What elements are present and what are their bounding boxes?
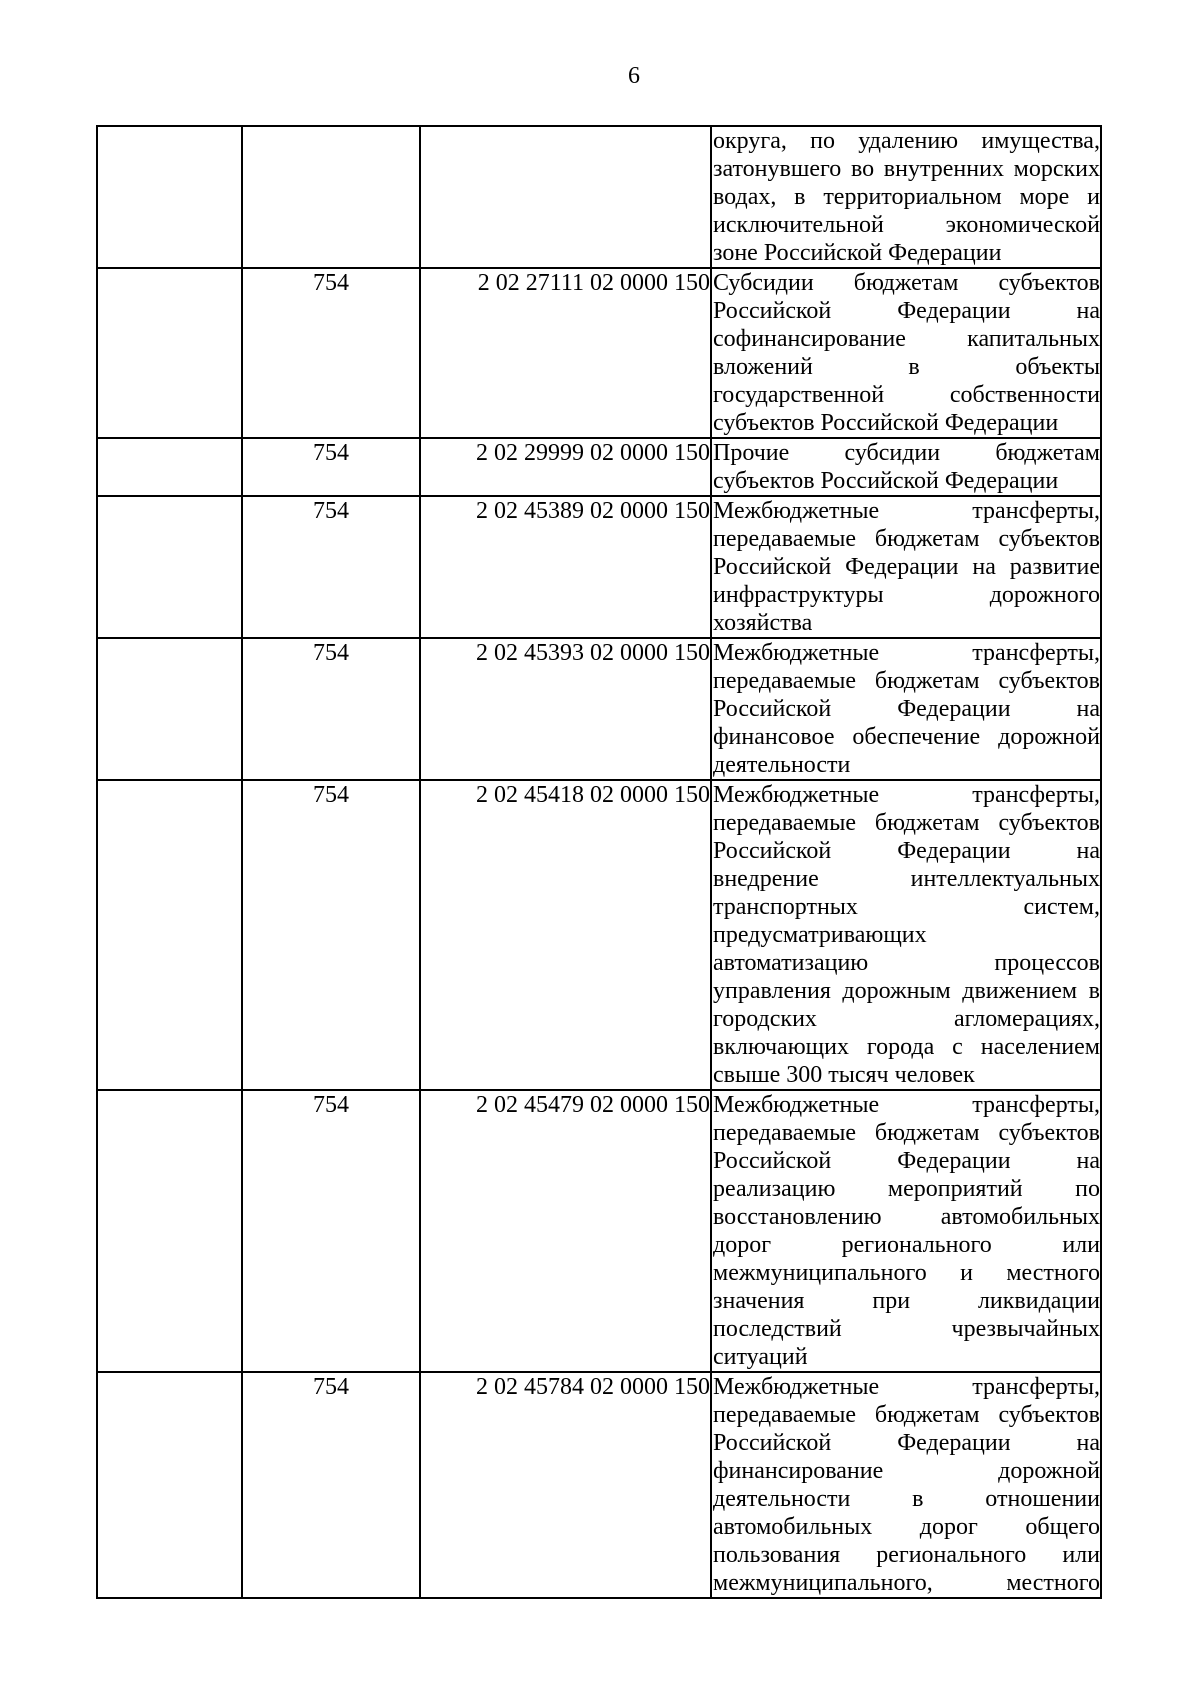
description-word: деятельности: [713, 1486, 851, 1512]
description-word: на: [1076, 696, 1100, 722]
description-line: [712, 325, 1100, 353]
description-word: на: [1076, 838, 1100, 864]
admin-code-cell: 754: [242, 780, 420, 1090]
description-line: [712, 1315, 1100, 1343]
description-word: общего: [1025, 1514, 1100, 1540]
empty-cell: [97, 438, 242, 496]
description-line: [712, 949, 1100, 977]
empty-cell: [97, 126, 242, 268]
description-word: управления: [713, 978, 831, 1004]
description-word: вложений: [713, 354, 813, 380]
description-line: [712, 921, 1100, 949]
description-word: деятельности: [713, 752, 851, 778]
description-word: Межбюджетные: [713, 640, 880, 666]
empty-cell: [97, 1090, 242, 1372]
description-word: автоматизацию: [713, 950, 869, 976]
description-word: или: [1062, 1542, 1100, 1568]
description-word: капитальных: [967, 326, 1100, 352]
admin-code-cell: 754: [242, 496, 420, 638]
description-line: [712, 977, 1100, 1005]
table-row: [97, 268, 1101, 438]
description-word: имущества,: [981, 128, 1100, 154]
description-word: субъектов Российской Федерации: [713, 410, 1059, 436]
description-line: [712, 525, 1100, 553]
description-line: [712, 297, 1100, 325]
description-line: [712, 1569, 1100, 1597]
description-word: отношении: [985, 1486, 1100, 1512]
description-word: межмуниципального,: [713, 1570, 933, 1596]
description-word: в: [794, 184, 806, 210]
budget-code-cell: 2 02 45393 02 0000 150: [420, 638, 711, 780]
description-word: бюджетам: [995, 440, 1100, 466]
description-line: [712, 1175, 1100, 1203]
description-word: экономической: [945, 212, 1100, 238]
description-word: трансферты,: [972, 1374, 1100, 1400]
description-line: [712, 211, 1100, 239]
description-word: интеллектуальных: [910, 866, 1100, 892]
table-row: [97, 496, 1101, 638]
description-word: трансферты,: [972, 782, 1100, 808]
description-cell: [711, 638, 1101, 780]
description-cell: [711, 268, 1101, 438]
description-word: передаваемые: [713, 1120, 856, 1146]
description-line: [712, 353, 1100, 381]
description-cell: [711, 1090, 1101, 1372]
description-word: дорог: [919, 1514, 978, 1540]
description-word: включающих: [713, 1034, 849, 1060]
description-word: водах,: [713, 184, 777, 210]
budget-code-cell: 2 02 29999 02 0000 150: [420, 438, 711, 496]
description-word: местного: [1006, 1260, 1100, 1286]
description-word: регионального: [876, 1542, 1027, 1568]
description-word: транспортных: [713, 894, 858, 920]
description-word: бюджетам: [874, 810, 980, 836]
description-word: Межбюджетные: [713, 782, 880, 808]
description-word: местного: [1006, 1570, 1100, 1596]
description-word: предусматривающих: [713, 922, 927, 948]
description-word: населением: [980, 1034, 1100, 1060]
description-word: округа,: [713, 128, 787, 154]
description-line: [712, 269, 1100, 297]
description-word: на: [1076, 298, 1100, 324]
description-word: с: [952, 1034, 963, 1060]
description-word: зоне Российской Федерации: [713, 240, 1002, 266]
description-word: морских: [1013, 156, 1100, 182]
description-word: дорожной: [998, 724, 1100, 750]
description-word: ситуаций: [713, 1344, 808, 1370]
description-line: [712, 609, 1100, 637]
description-word: софинансирование: [713, 326, 906, 352]
description-line: [712, 1231, 1100, 1259]
table-row: [97, 780, 1101, 1090]
description-word: бюджетам: [874, 1120, 980, 1146]
description-word: значения: [713, 1288, 805, 1314]
description-word: по: [810, 128, 835, 154]
description-word: субъектов: [998, 526, 1100, 552]
description-word: трансферты,: [972, 640, 1100, 666]
description-word: Российской: [713, 696, 832, 722]
table-row: [97, 438, 1101, 496]
budget-code-cell: 2 02 27111 02 0000 150: [420, 268, 711, 438]
description-line: [712, 1061, 1100, 1089]
description-cell: [711, 126, 1101, 268]
empty-cell: [97, 1372, 242, 1598]
description-word: дорожной: [998, 1458, 1100, 1484]
description-line: [712, 1259, 1100, 1287]
description-word: финансовое: [713, 724, 835, 750]
description-word: удалению: [858, 128, 959, 154]
description-word: внедрение: [713, 866, 819, 892]
budget-code-cell: [420, 126, 711, 268]
description-word: по: [1075, 1176, 1100, 1202]
description-line: [712, 1119, 1100, 1147]
table-body: [97, 126, 1101, 1598]
description-word: городских: [713, 1006, 817, 1032]
table-row: [97, 126, 1101, 268]
description-word: ликвидации: [977, 1288, 1100, 1314]
description-word: Межбюджетные: [713, 1092, 880, 1118]
description-word: в: [1088, 978, 1100, 1004]
description-word: города: [866, 1034, 935, 1060]
admin-code-cell: 754: [242, 638, 420, 780]
description-word: движением: [962, 978, 1078, 1004]
description-word: на: [972, 554, 996, 580]
description-word: бюджетам: [874, 1402, 980, 1428]
description-word: Субсидии: [713, 270, 814, 296]
description-word: дорог: [713, 1232, 772, 1258]
description-line: [712, 1203, 1100, 1231]
description-line: [712, 1005, 1100, 1033]
description-word: мероприятий: [887, 1176, 1023, 1202]
description-line: [712, 1343, 1100, 1371]
description-line: [712, 239, 1100, 267]
empty-cell: [97, 496, 242, 638]
description-line: [712, 1513, 1100, 1541]
description-word: и: [1087, 184, 1100, 210]
description-line: [712, 1287, 1100, 1315]
admin-code-cell: 754: [242, 268, 420, 438]
description-word: хозяйства: [713, 610, 813, 636]
description-word: территориальном: [823, 184, 1002, 210]
description-line: [712, 381, 1100, 409]
page-number: 6: [628, 63, 640, 89]
description-word: Межбюджетные: [713, 498, 880, 524]
description-word: трансферты,: [972, 498, 1100, 524]
description-word: затонувшего: [713, 156, 842, 182]
description-word: Российской: [713, 1148, 832, 1174]
description-word: субъектов: [998, 270, 1100, 296]
description-word: инфраструктуры: [713, 582, 884, 608]
description-line: [712, 1033, 1100, 1061]
description-word: дорожным: [842, 978, 951, 1004]
budget-codes-table: [96, 125, 1102, 1599]
description-line: [712, 893, 1100, 921]
description-word: Федерации: [897, 1430, 1011, 1456]
description-word: свыше 300 тысяч человек: [713, 1062, 975, 1088]
description-word: Российской: [713, 554, 832, 580]
description-cell: [711, 438, 1101, 496]
description-line: [712, 667, 1100, 695]
description-word: Межбюджетные: [713, 1374, 880, 1400]
description-word: регионального: [841, 1232, 992, 1258]
description-word: трансферты,: [972, 1092, 1100, 1118]
description-line: [712, 781, 1100, 809]
description-line: [712, 497, 1100, 525]
description-word: на: [1076, 1430, 1100, 1456]
description-line: [712, 751, 1100, 779]
description-word: восстановлению: [713, 1204, 882, 1230]
description-line: [712, 1401, 1100, 1429]
description-word: субъектов: [998, 1120, 1100, 1146]
description-word: во: [850, 156, 875, 182]
description-word: субъектов: [998, 668, 1100, 694]
description-line: [712, 439, 1100, 467]
description-word: финансирование: [713, 1458, 884, 1484]
description-word: дорожного: [989, 582, 1100, 608]
description-word: Федерации: [897, 298, 1011, 324]
description-word: в: [908, 354, 920, 380]
description-line: [712, 837, 1100, 865]
description-word: автомобильных: [713, 1514, 873, 1540]
description-line: [712, 183, 1100, 211]
description-word: межмуниципального: [713, 1260, 927, 1286]
description-word: Прочие: [713, 440, 790, 466]
description-line: [712, 865, 1100, 893]
description-line: [712, 1373, 1100, 1401]
description-word: Федерации: [897, 1148, 1011, 1174]
description-word: реализацию: [713, 1176, 836, 1202]
empty-cell: [97, 638, 242, 780]
description-line: [712, 1541, 1100, 1569]
description-word: процессов: [994, 950, 1100, 976]
description-word: собственности: [949, 382, 1100, 408]
description-word: агломерациях,: [953, 1006, 1100, 1032]
description-word: на: [1076, 1148, 1100, 1174]
description-word: внутренних: [883, 156, 1004, 182]
description-word: и: [960, 1260, 973, 1286]
description-line: [712, 1147, 1100, 1175]
description-cell: [711, 1372, 1101, 1598]
description-line: [712, 127, 1100, 155]
description-word: автомобильных: [940, 1204, 1100, 1230]
description-cell: [711, 780, 1101, 1090]
description-word: при: [872, 1288, 911, 1314]
table-row: [97, 1090, 1101, 1372]
description-word: объекты: [1015, 354, 1100, 380]
admin-code-cell: [242, 126, 420, 268]
budget-code-cell: 2 02 45418 02 0000 150: [420, 780, 711, 1090]
description-line: [712, 155, 1100, 183]
description-word: море: [1019, 184, 1070, 210]
admin-code-cell: 754: [242, 438, 420, 496]
description-word: передаваемые: [713, 1402, 856, 1428]
description-word: пользования: [713, 1542, 841, 1568]
budget-code-cell: 2 02 45784 02 0000 150: [420, 1372, 711, 1598]
description-line: [712, 1429, 1100, 1457]
table-row: [97, 638, 1101, 780]
description-line: [712, 1091, 1100, 1119]
description-word: субъектов: [998, 1402, 1100, 1428]
description-cell: [711, 496, 1101, 638]
description-word: Российской: [713, 1430, 832, 1456]
description-word: исключительной: [713, 212, 884, 238]
description-word: бюджетам: [853, 270, 959, 296]
empty-cell: [97, 268, 242, 438]
description-word: развитие: [1009, 554, 1100, 580]
description-word: бюджетам: [874, 668, 980, 694]
description-word: Российской: [713, 838, 832, 864]
description-line: [712, 1485, 1100, 1513]
description-word: систем,: [1023, 894, 1100, 920]
description-word: чрезвычайных: [951, 1316, 1100, 1342]
description-line: [712, 639, 1100, 667]
description-word: Федерации: [897, 696, 1011, 722]
description-word: или: [1062, 1232, 1100, 1258]
description-line: [712, 809, 1100, 837]
description-word: Федерации: [845, 554, 959, 580]
description-word: передаваемые: [713, 810, 856, 836]
description-word: государственной: [713, 382, 885, 408]
description-word: Российской: [713, 298, 832, 324]
description-word: в: [912, 1486, 924, 1512]
description-line: [712, 467, 1100, 495]
description-line: [712, 581, 1100, 609]
description-line: [712, 723, 1100, 751]
description-word: бюджетам: [874, 526, 980, 552]
description-word: передаваемые: [713, 668, 856, 694]
budget-code-cell: 2 02 45389 02 0000 150: [420, 496, 711, 638]
description-word: Федерации: [897, 838, 1011, 864]
description-line: [712, 553, 1100, 581]
description-line: [712, 695, 1100, 723]
description-word: последствий: [713, 1316, 842, 1342]
description-word: субъектов Российской Федерации: [713, 468, 1059, 494]
description-word: субъектов: [998, 810, 1100, 836]
admin-code-cell: 754: [242, 1372, 420, 1598]
description-line: [712, 1457, 1100, 1485]
table-row: [97, 1372, 1101, 1598]
admin-code-cell: 754: [242, 1090, 420, 1372]
description-line: [712, 409, 1100, 437]
budget-code-cell: 2 02 45479 02 0000 150: [420, 1090, 711, 1372]
description-word: обеспечение: [852, 724, 981, 750]
description-word: субсидии: [844, 440, 941, 466]
empty-cell: [97, 780, 242, 1090]
description-word: передаваемые: [713, 526, 856, 552]
